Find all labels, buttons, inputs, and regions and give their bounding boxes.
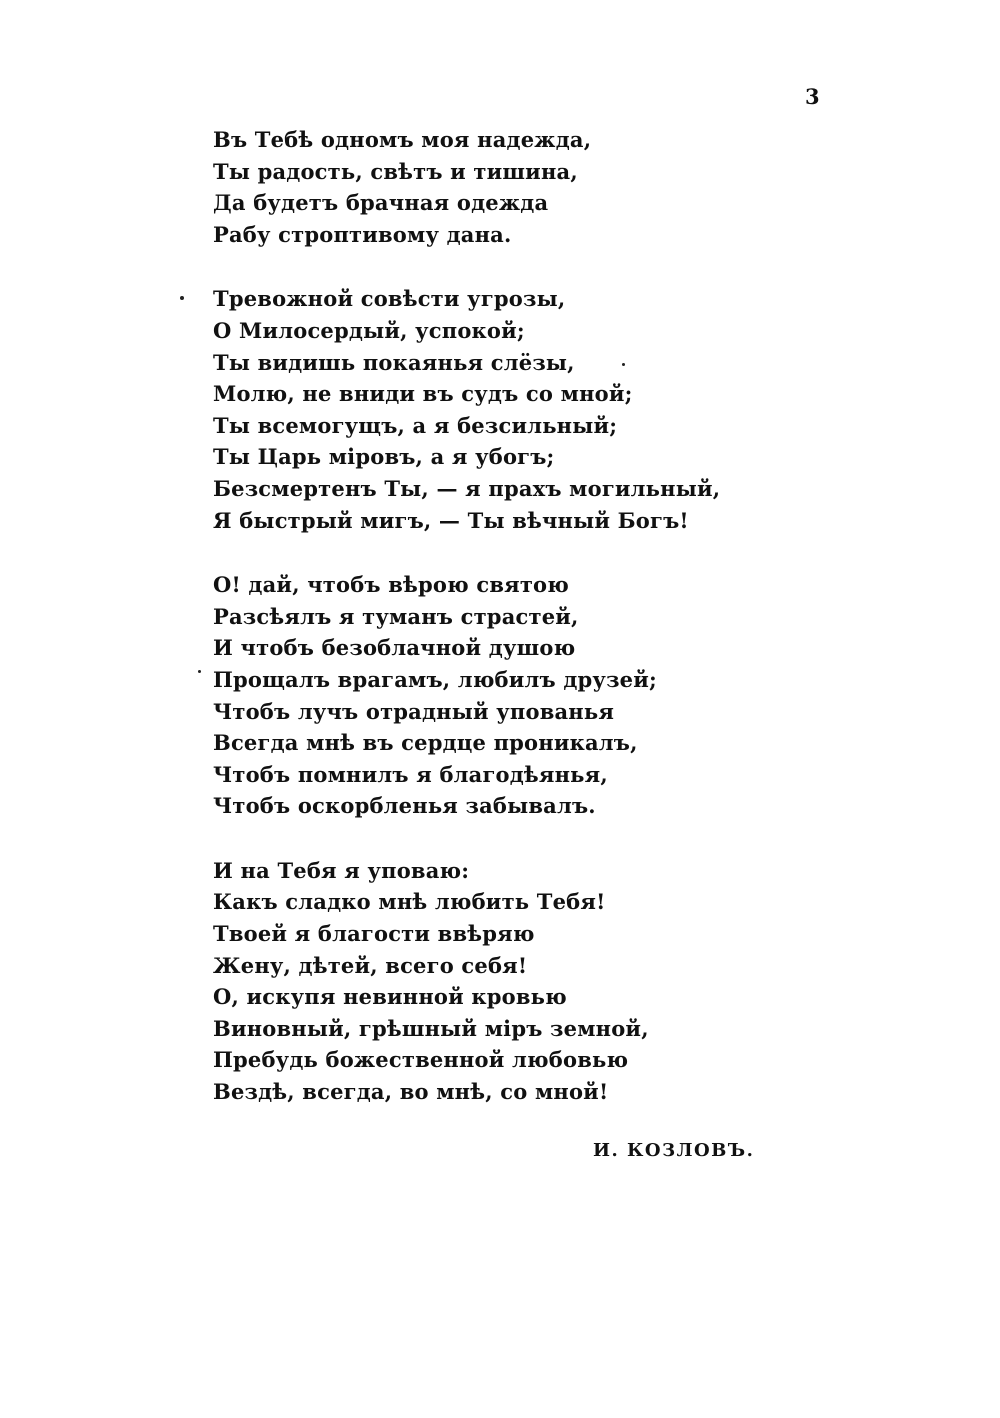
poem-line: Чтобъ оскорбленья забывалъ. <box>213 793 596 819</box>
poem-line: Ты Царь міровъ, а я убогъ; <box>213 444 555 470</box>
poem-line: Жену, дѣтей, всего себя! <box>213 952 528 978</box>
poem-line: Ты всемогущъ, а я безсильный; <box>213 412 618 438</box>
poem-line: Чтобъ помнилъ я благодѣянья, <box>213 761 608 787</box>
poem-line: Я быстрый мигъ, — Ты вѣчный Богъ! <box>213 507 689 533</box>
poem-line: Разсѣялъ я туманъ страстей, <box>213 603 579 629</box>
poem-line: Твоей я благости ввѣряю <box>213 921 535 947</box>
poem-line: Всегда мнѣ въ сердце проникалъ, <box>213 730 638 756</box>
poem-line: Вездѣ, всегда, во мнѣ, со мной! <box>213 1079 609 1105</box>
stanza-3 <box>213 569 773 822</box>
poem-line: Чтобъ лучъ отрадный упованья <box>213 698 615 724</box>
stanza-4 <box>213 855 773 1108</box>
poem-line: Въ Тебѣ одномъ моя надежда, <box>213 127 592 152</box>
stanza-2 <box>213 283 773 536</box>
print-speck <box>198 670 201 673</box>
poem-line: Какъ сладко мнѣ любить Тебя! <box>213 889 606 915</box>
poem-line: Пребудь божественной любовью <box>213 1047 629 1073</box>
poem-line: Да будетъ брачная одежда <box>213 190 549 216</box>
poem-line: Безсмертенъ Ты, — я прахъ могильный, <box>213 475 721 501</box>
poem-line: И чтобъ безоблачной душою <box>213 635 576 661</box>
poem-line: Виновный, грѣшный міръ земной, <box>213 1015 649 1041</box>
page-number: 3 <box>805 84 820 109</box>
poem-line: И на Тебя я уповаю: <box>213 857 470 883</box>
print-speck <box>622 363 625 366</box>
author-signature: И. КОЗЛОВЪ. <box>593 1140 755 1161</box>
poem-line: Рабу строптивому дана. <box>213 221 512 247</box>
poem-line: Молю, не вниди въ судъ со мной; <box>213 381 633 407</box>
poem <box>213 124 773 1141</box>
poem-line: Ты видишь покаянья слёзы, <box>213 349 575 375</box>
poem-line: Ты радость, свѣтъ и тишина, <box>213 158 578 184</box>
poem-line: О, искупя невинной кровью <box>213 984 567 1010</box>
print-speck <box>180 296 184 300</box>
poem-line: Прощалъ врагамъ, любилъ друзей; <box>213 666 657 692</box>
poem-line: О Милосердый, успокой; <box>213 317 525 343</box>
poem-line: Тревожной совѣсти угрозы, <box>213 286 566 312</box>
poem-line: О! дай, чтобъ вѣрою святою <box>213 572 569 598</box>
stanza-1 <box>213 124 773 250</box>
